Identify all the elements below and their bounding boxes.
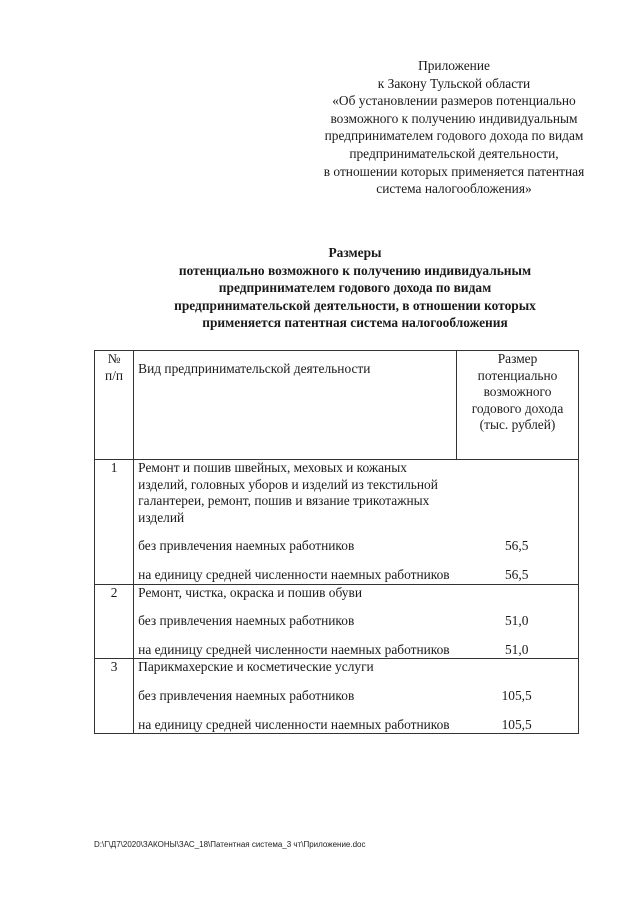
table-row bbox=[95, 659, 579, 734]
activity-name: Ремонт, чистка, окраска и пошив обуви bbox=[138, 584, 362, 600]
sub-label: без привлечения наемных работников bbox=[138, 687, 355, 703]
sub-value: 105,5 bbox=[501, 687, 532, 703]
appendix-line: к Закону Тульской области bbox=[377, 75, 531, 91]
sub-label: на единицу средней численности наемных работников bbox=[138, 716, 450, 732]
sub-label: на единицу средней численности наемных работников bbox=[138, 566, 450, 582]
sub-value: 56,5 bbox=[504, 538, 529, 554]
table-row bbox=[95, 460, 579, 585]
activity-name: Парикмахерские и косметические услуги bbox=[138, 659, 374, 675]
row-num: 1 bbox=[95, 460, 134, 585]
title-line: применяется патентная система налогообложения bbox=[202, 315, 508, 331]
sub-item bbox=[134, 717, 578, 734]
row-num: 3 bbox=[95, 659, 134, 734]
document-title bbox=[120, 244, 590, 332]
appendix-line: предпринимателем годового дохода по видам bbox=[324, 128, 584, 144]
title-line: потенциально возможного к получению индивидуальным bbox=[178, 262, 532, 278]
appendix-line: система налогообложения» bbox=[376, 181, 532, 197]
sub-value: 56,5 bbox=[504, 566, 529, 582]
sub-item bbox=[134, 567, 578, 584]
table-row bbox=[95, 584, 579, 659]
sub-value: 105,5 bbox=[501, 716, 532, 732]
row-body bbox=[134, 659, 579, 734]
appendix-line: в отношении которых применяется патентная bbox=[323, 163, 585, 179]
sub-item bbox=[134, 688, 578, 705]
appendix-line: возможного к получению индивидуальным bbox=[330, 110, 578, 126]
appendix-line: «Об установлении размеров потенциально bbox=[332, 93, 576, 109]
sub-label: без привлечения наемных работников bbox=[138, 538, 355, 554]
sub-value: 51,0 bbox=[504, 641, 529, 657]
appendix-header bbox=[296, 57, 612, 198]
income-table bbox=[94, 350, 579, 734]
file-path-footer: D:\Г\Д7\2020\ЗАКОНЫ\ЗАС_18\Патентная система_3 чт\Приложение.doc bbox=[94, 840, 366, 849]
title-line: предпринимателем годового дохода по видам bbox=[218, 280, 492, 296]
activity-name: Ремонт и пошив швейных, меховых и кожаных изделий, головных уборов и изделий из текстильной галантереи, ремонт, пошив и вязание трикотажных изделий bbox=[138, 460, 438, 525]
appendix-line: Приложение bbox=[418, 58, 490, 73]
row-body bbox=[134, 460, 579, 585]
sub-value: 51,0 bbox=[504, 613, 529, 629]
header-value: Размер потенциально возможного годового дохода (тыс. рублей) bbox=[457, 351, 579, 460]
sub-label: без привлечения наемных работников bbox=[138, 613, 355, 629]
table-header-row bbox=[95, 351, 579, 460]
title-line: предпринимательской деятельности, в отношении которых bbox=[174, 297, 536, 313]
sub-item bbox=[134, 613, 578, 630]
header-num: № п/п bbox=[95, 351, 134, 460]
row-body bbox=[134, 584, 579, 659]
sub-item bbox=[134, 642, 578, 659]
title-line: Размеры bbox=[328, 245, 382, 260]
row-num: 2 bbox=[95, 584, 134, 659]
appendix-line: предпринимательской деятельности, bbox=[349, 145, 559, 161]
sub-item bbox=[134, 538, 578, 555]
header-activity: Вид предпринимательской деятельности bbox=[134, 351, 457, 460]
sub-label: на единицу средней численности наемных работников bbox=[138, 641, 450, 657]
